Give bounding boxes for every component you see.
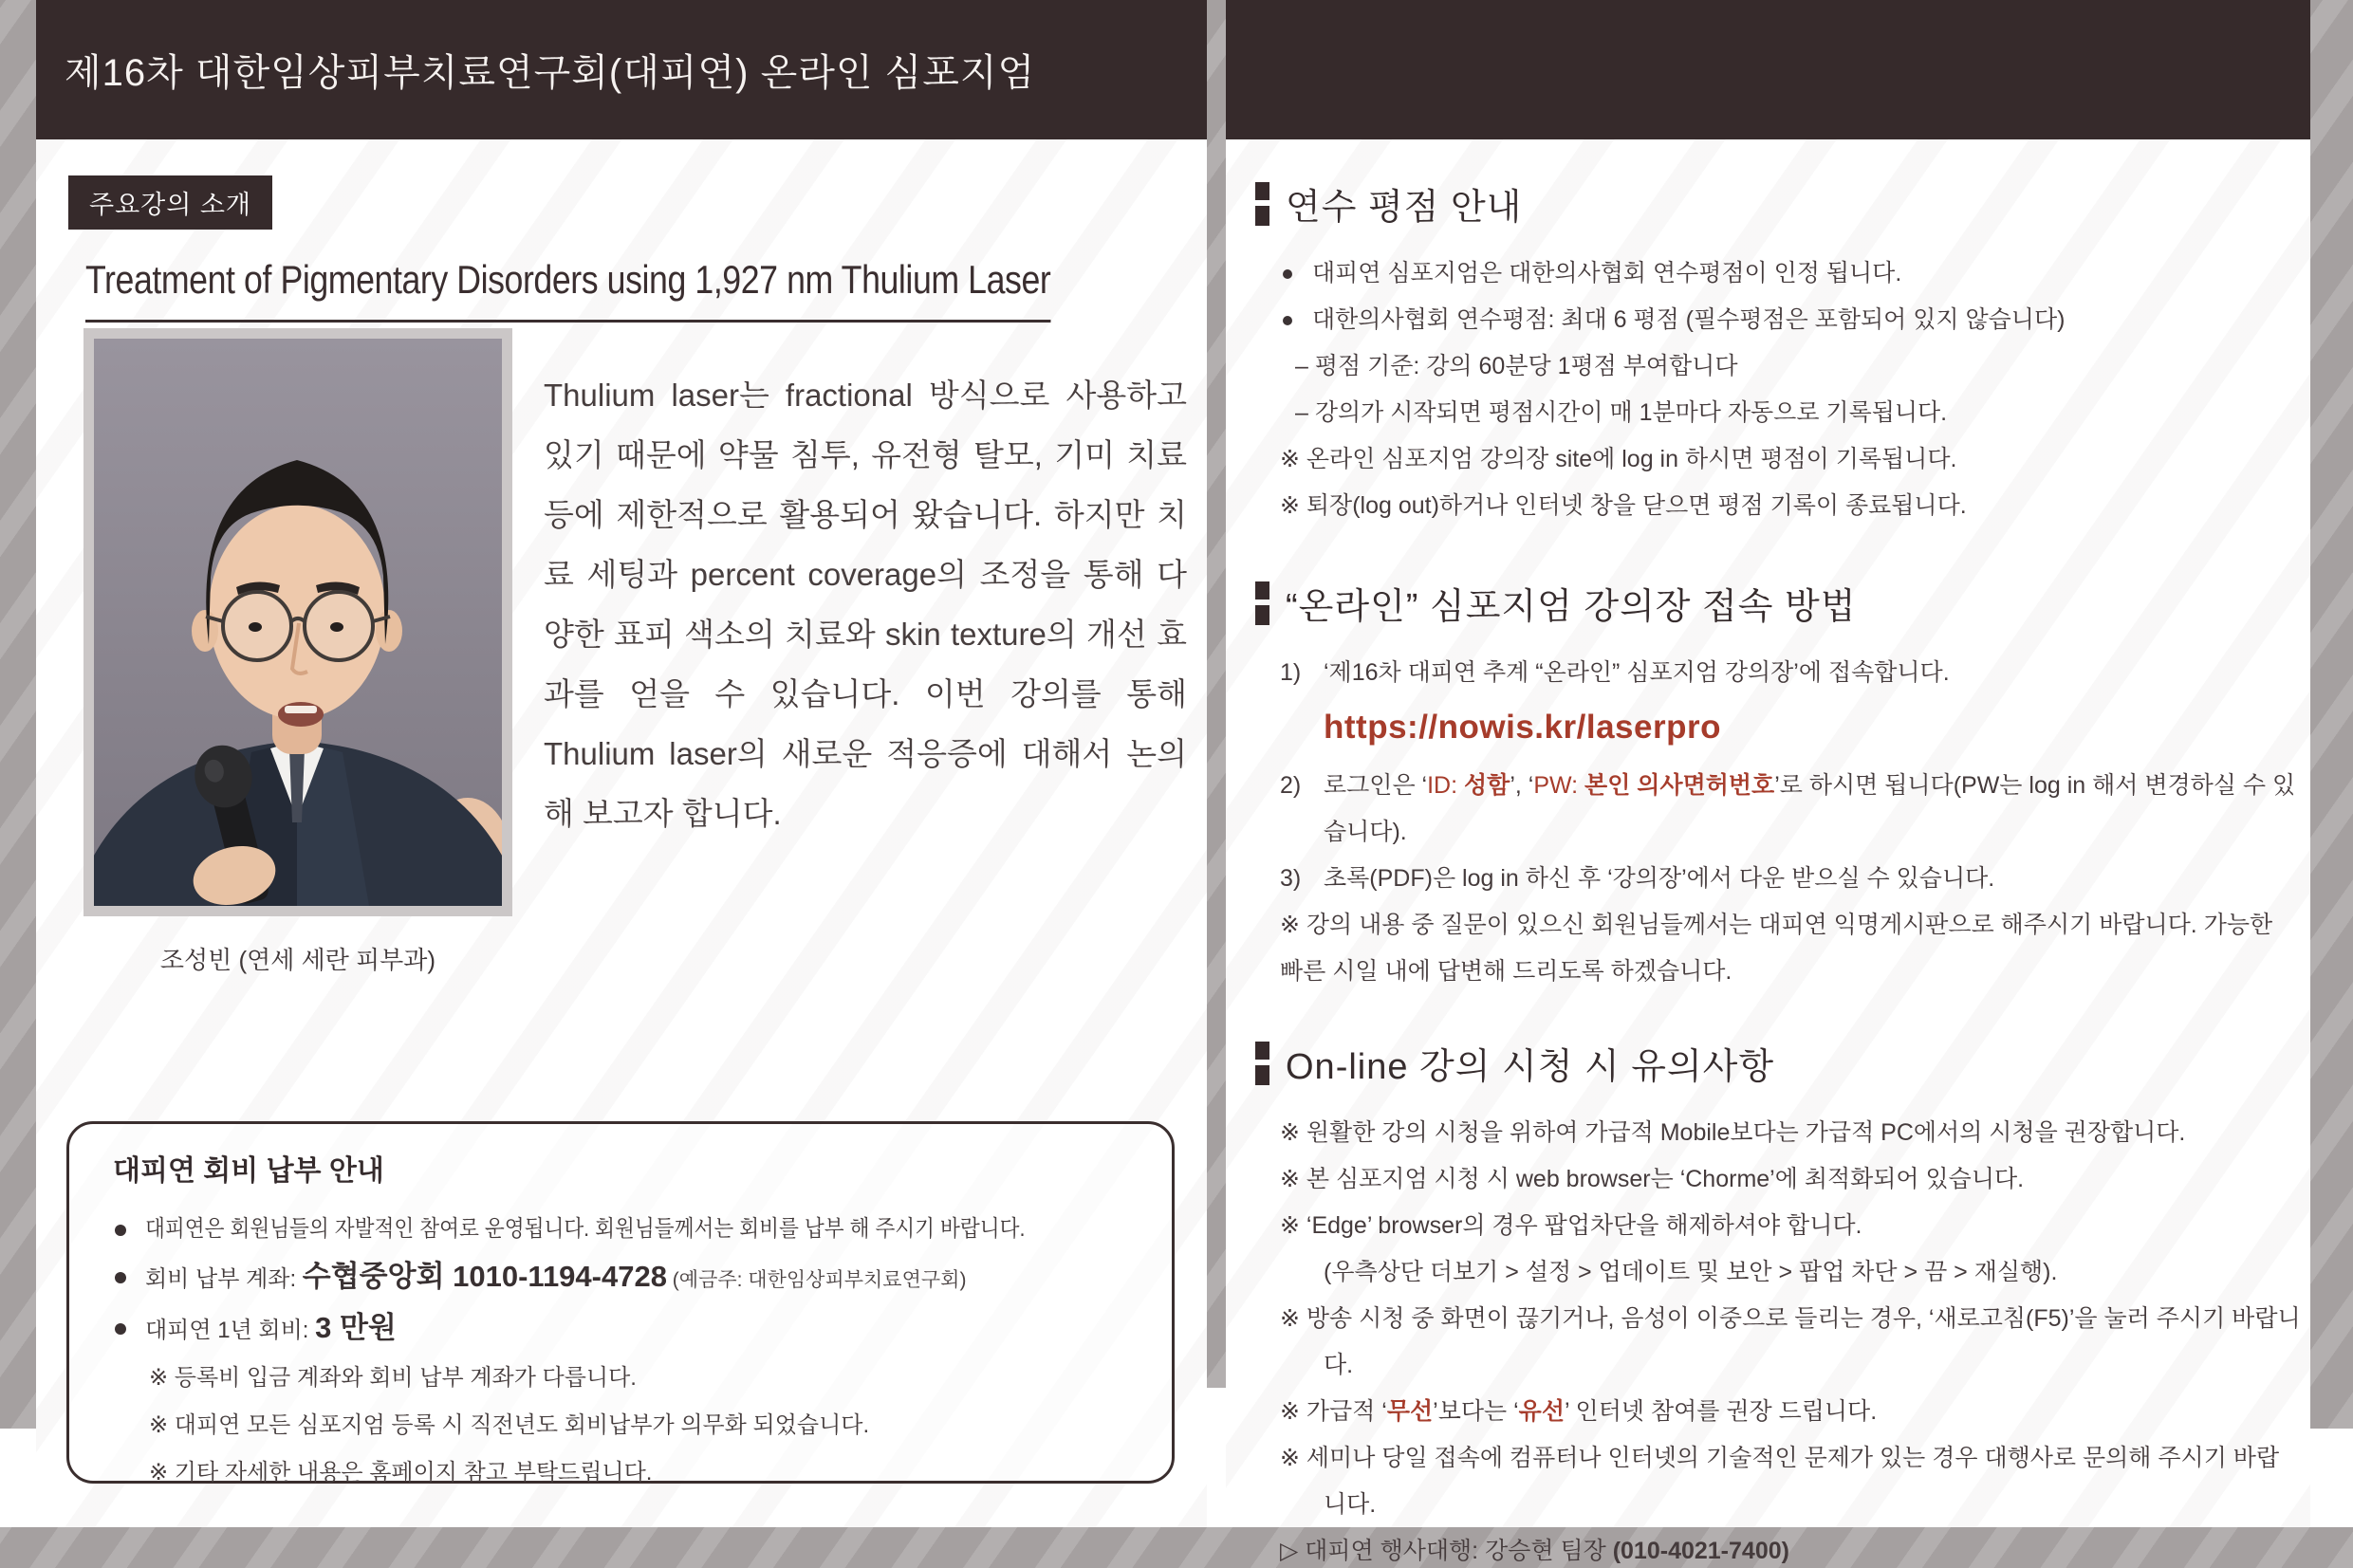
panel-divider (1207, 0, 1226, 1388)
fee-amount-line (145, 1304, 397, 1355)
right-content (1255, 177, 2301, 1568)
numbered-item-2 (1280, 763, 2301, 856)
text-segment: 로그인은 ‘ (1324, 772, 1428, 799)
section-list (1280, 650, 2301, 995)
fee-note: ※ 기타 자세한 내용은 홈페이지 참고 부탁드립니다. (149, 1460, 653, 1485)
section-marker-icon (1255, 581, 1269, 625)
numbered-item-text: ‘제16차 대피연 추계 “온라인” 심포지엄 강의장’에 접속합니다. (1324, 659, 1950, 686)
login-pw-label: PW: (1533, 772, 1585, 799)
section-list (1280, 1110, 2301, 1568)
section-marker-icon (1255, 1042, 1269, 1085)
fee-box-title: 대피연 회비 납부 안내 (113, 1155, 384, 1187)
wired-highlight: 유선 (1518, 1398, 1565, 1425)
sub-item: – 평점 기준: 강의 60분당 1평점 부여합니다 (1295, 353, 1738, 379)
contact-text: ▷ 대피연 행사대행: 강승현 팀장 (1280, 1538, 1613, 1564)
account-holder: (예금주: 대한임상피부치료연구회) (666, 1269, 967, 1291)
section-header (1255, 577, 2301, 629)
item-number: 1) (1280, 659, 1302, 686)
contact-phone: (010-4021-7400) (1612, 1538, 1789, 1564)
section-list (1280, 250, 2301, 529)
note-item: ※ 강의 내용 중 질문이 있으신 회원님들께서는 대피연 익명게시판으로 해주시기 바랍니다. 가능한 빠른 시일 내에 답변해 드리도록 하겠습니다. (1280, 912, 2273, 985)
section-header (1255, 177, 2301, 230)
text-segment: ’보다는 ‘ (1433, 1398, 1519, 1425)
text-segment: ’로 하시면 됩니다(PW는 log in 해서 변경하실 수 있습니다). (1324, 772, 2296, 845)
login-id-label: ID: (1427, 772, 1465, 799)
fee-amount: 3 만원 (315, 1311, 397, 1344)
bullet-icon (113, 1304, 145, 1355)
item-number: 3) (1280, 865, 1302, 892)
section-viewing-notes (1255, 1037, 2301, 1568)
right-frame-strip (2310, 0, 2353, 1429)
speaker-caption: 조성빈 (연세 세란 피부과) (159, 946, 436, 974)
fee-box (66, 1121, 1175, 1484)
left-frame-strip (0, 0, 36, 1429)
symposium-url-link[interactable]: https://nowis.kr/laserpro (1324, 709, 1721, 746)
text-segment: ’, ‘ (1510, 772, 1534, 799)
fee-note: ※ 대피연 모든 심포지엄 등록 시 직전년도 회비납부가 의무화 되었습니다. (149, 1412, 870, 1438)
sub-item: – 강의가 시작되면 평점시간이 매 1분마다 자동으로 기록됩니다. (1295, 399, 1948, 426)
section-access-method (1255, 577, 2301, 995)
list-item (1280, 297, 2301, 343)
note-item: ※ 세미나 당일 접속에 컴퓨터나 인터넷의 기술적인 문제가 있는 경우 대행사로 문의해 주시기 바랍니다. (1280, 1445, 2280, 1518)
left-panel (36, 139, 1207, 1527)
fee-bullet-annual-fee (113, 1304, 1128, 1355)
fee-account-line (145, 1253, 966, 1304)
bullet-icon (1280, 250, 1312, 297)
section-marker-icon (1255, 182, 1269, 226)
speaker-photo (94, 339, 502, 906)
url-row (1280, 700, 2301, 755)
note-item: ※ 본 심포지엄 시청 시 web browser는 ‘Chorme’에 최적화되어 있습니다. (1280, 1166, 2025, 1192)
note-item: ※ 퇴장(log out)하거나 인터넷 창을 닫으면 평점 기록이 종료됩니다. (1280, 492, 1967, 519)
fee-bullet-account (113, 1253, 1128, 1304)
numbered-item-1 (1280, 650, 2301, 696)
fee-bullet-participation (113, 1206, 1128, 1253)
section-credit-info (1255, 177, 2301, 529)
right-panel (1226, 139, 2310, 1564)
login-id-value: 성함 (1464, 772, 1510, 799)
contact-item (1280, 1528, 2301, 1568)
speaker-bio: Thulium laser는 fractional 방식으로 사용하고 있기 때문에 약물 침투, 유전형 탈모, 기미 치료 등에 제한적으로 활용되어 왔습니다. 하지만 치료 세팅과 percent coverage의 조정을 통해 다양한 표피 색소의 치료와 skin texture의 개선 효과를 얻을 수 있습니다. 이번 강의를 통해 Thulium laser의 새로운 적응증에 대해서 논의해 보고자 합니다. (544, 378, 1187, 831)
account-number: 수협중앙회 1010-1194-4728 (302, 1260, 667, 1293)
list-item-text: 대피연 심포지엄은 대한의사협회 연수평점이 인정 됩니다. (1312, 260, 1902, 286)
numbered-item-text: 초록(PDF)은 log in 하신 후 ‘강의장’에서 다운 받으실 수 있습니다. (1324, 865, 1995, 892)
note-sub-item: (우측상단 더보기 > 설정 > 업데이트 및 보안 > 팝업 차단 > 끔 > 재실행). (1324, 1259, 2058, 1285)
wireless-highlight: 무선 (1386, 1398, 1434, 1425)
page-title: 제16차 대한임상피부치료연구회(대피연) 온라인 심포지엄 (65, 52, 1036, 94)
header-bar (0, 0, 2353, 139)
note-item: ※ ‘Edge’ browser의 경우 팝업차단을 해제하셔야 합니다. (1280, 1212, 1862, 1239)
section-title: On-line 강의 시청 시 유의사항 (1286, 1047, 1775, 1087)
numbered-item-text (1324, 763, 2301, 856)
list-item (1280, 250, 2301, 297)
numbered-item-3 (1280, 856, 2301, 902)
note-item: ※ 온라인 심포지엄 강의장 site에 log in 하시면 평점이 기록됩니다. (1280, 446, 1957, 472)
account-label: 회비 납부 계좌: (145, 1266, 303, 1292)
speaker-photo-frame (83, 328, 512, 916)
section-title: 연수 평점 안내 (1286, 188, 1523, 228)
item-number: 2) (1280, 772, 1302, 799)
text-segment: ’ 인터넷 참여를 권장 드립니다. (1564, 1398, 1878, 1425)
text-segment: ※ 가급적 ‘ (1280, 1398, 1387, 1425)
list-item-text: 대한의사협회 연수평점: 최대 6 평점 (필수평점은 포함되어 있지 않습니다) (1312, 306, 2066, 333)
bullet-icon (1280, 297, 1312, 343)
note-item: ※ 방송 시청 중 화면이 끊기거나, 음성이 이중으로 들리는 경우, ‘새로고침(F5)’을 눌러 주시기 바랍니다. (1280, 1305, 2301, 1378)
section-header (1255, 1037, 2301, 1089)
main-lecture-badge: 주요강의 소개 (68, 175, 272, 230)
note-item: ※ 원활한 강의 시청을 위하여 가급적 Mobile보다는 가급적 PC에서의 시청을 권장합니다. (1280, 1119, 2186, 1146)
fee-bullet-text: 대피연은 회원님들의 자발적인 참여로 운영됩니다. 회원님들께서는 회비를 납부 해 주시기 바랍니다. (145, 1216, 1026, 1242)
fee-label: 대피연 1년 회비: (145, 1318, 316, 1343)
lecture-title: Treatment of Pigmentary Disorders using 1,927 nm Thulium Laser (85, 257, 1050, 323)
fee-note: ※ 등록비 입금 계좌와 회비 납부 계좌가 다릅니다. (149, 1365, 637, 1391)
bullet-icon (113, 1253, 145, 1304)
section-title: “온라인” 심포지엄 강의장 접속 방법 (1286, 587, 1857, 627)
note-item (1280, 1389, 2301, 1435)
bullet-icon (113, 1206, 145, 1253)
login-pw-value: 본인 의사면허번호 (1584, 772, 1775, 799)
